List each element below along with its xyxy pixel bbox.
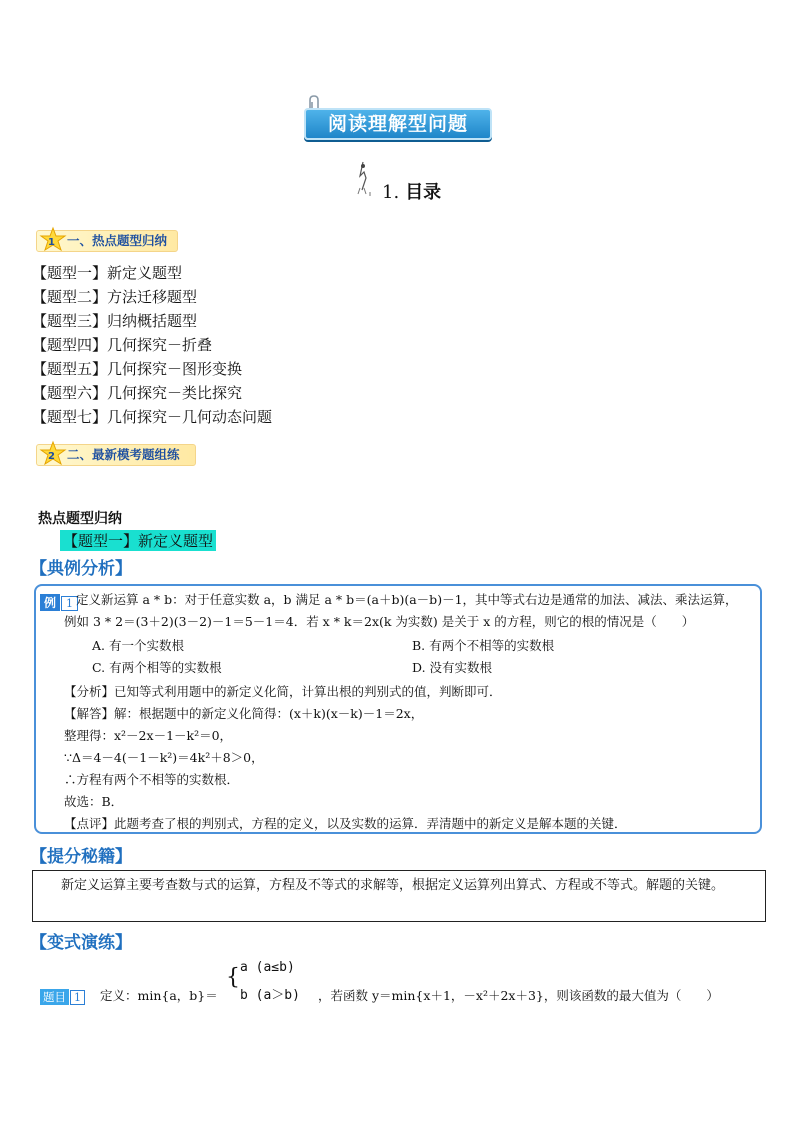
compass-deco-icon <box>352 160 378 198</box>
comment-text: 【点评】此题考查了根的判别式，方程的定义，以及实数的运算．弄清题中的新定义是解本题的关键． <box>64 816 627 831</box>
analysis-text: 【分析】已知等式利用题中的新定义化简，计算出根的判别式的值，判断即可． <box>64 684 502 699</box>
option-c: C. 有两个相等的实数根 <box>92 660 222 675</box>
variant-practice-heading: 【变式演练】 <box>30 933 132 953</box>
toc-item[interactable]: 【题型七】几何探究－几何动态问题 <box>32 408 273 426</box>
option-a: A. 有一个实数根 <box>92 638 184 653</box>
tips-box: 新定义运算主要考查数与式的运算，方程及不等式的求解等，根据定义运算列出算式、方程或不等式。解题的关键。 <box>32 870 766 922</box>
type1-heading: 【题型一】新定义题型 <box>60 530 216 551</box>
solution-line: ∴方程有两个不相等的实数根． <box>64 772 240 787</box>
brace-symbol: { <box>226 965 240 990</box>
toc-item[interactable]: 【题型三】归纳概括题型 <box>32 312 198 330</box>
section-tag-2: 2 二、最新模考题组练 <box>36 444 196 466</box>
case-2: b (a＞b) <box>240 988 300 1003</box>
tips-heading: 【提分秘籍】 <box>30 847 132 867</box>
solution-line: 故选：B． <box>64 794 124 809</box>
question-prefix: 定义：min{a，b}＝ <box>100 988 218 1003</box>
example-question-line2: 例如 3 * 2＝(3＋2)(3－2)－1＝5－1＝4．若 x * k＝2x(k 为实数) 是关于 x 的方程，则它的根的情况是（ ） <box>64 614 695 629</box>
solution-line: 整理得：x²－2x－1－k²＝0， <box>64 728 233 743</box>
toc-heading <box>382 178 441 204</box>
section-tag-label: 二、最新模考题组练 <box>67 447 180 462</box>
toc-item[interactable]: 【题型五】几何探究－图形变换 <box>32 360 243 378</box>
solution-line: 【解答】解：根据题中的新定义化简得：(x＋k)(x－k)－1＝2x， <box>64 706 424 721</box>
toc-title-text: 目录 <box>405 182 442 203</box>
toc-item[interactable]: 【题型二】方法迁移题型 <box>32 288 198 306</box>
question-label: 题目 1 <box>40 986 96 1004</box>
option-b: B. 有两个不相等的实数根 <box>412 638 555 653</box>
example-label: 例 1 <box>40 592 84 610</box>
toc-item[interactable]: 【题型六】几何探究－类比探究 <box>32 384 243 402</box>
section-tag-1: 1 一、热点题型归纳 <box>36 230 178 252</box>
toc-item[interactable]: 【题型一】新定义题型 <box>32 264 183 282</box>
toc-number: 1. <box>382 182 400 203</box>
hot-topic-heading: 热点题型归纳 <box>38 511 122 527</box>
solution-line: ∵Δ＝4－4(－1－k²)＝4k²＋8＞0， <box>64 750 264 765</box>
toc-item[interactable]: 【题型四】几何探究－折叠 <box>32 336 213 354</box>
example-question-line1: 定义新运算 a * b：对于任意实数 a，b 满足 a * b＝(a＋b)(a－b)－1，其中等式右边是通常的加法、减法、乘法运算， <box>76 592 738 607</box>
case-1: a (a≤b) <box>240 960 295 975</box>
example-analysis-heading: 【典例分析】 <box>30 559 132 579</box>
question-suffix: ，若函数 y＝min{x＋1，－x²＋2x＋3}，则该函数的最大值为（ ） <box>318 988 719 1003</box>
section-tag-label: 一、热点题型归纳 <box>67 233 168 248</box>
option-d: D. 没有实数根 <box>412 660 493 675</box>
document-title-banner: 阅读理解型问题 <box>304 108 492 140</box>
